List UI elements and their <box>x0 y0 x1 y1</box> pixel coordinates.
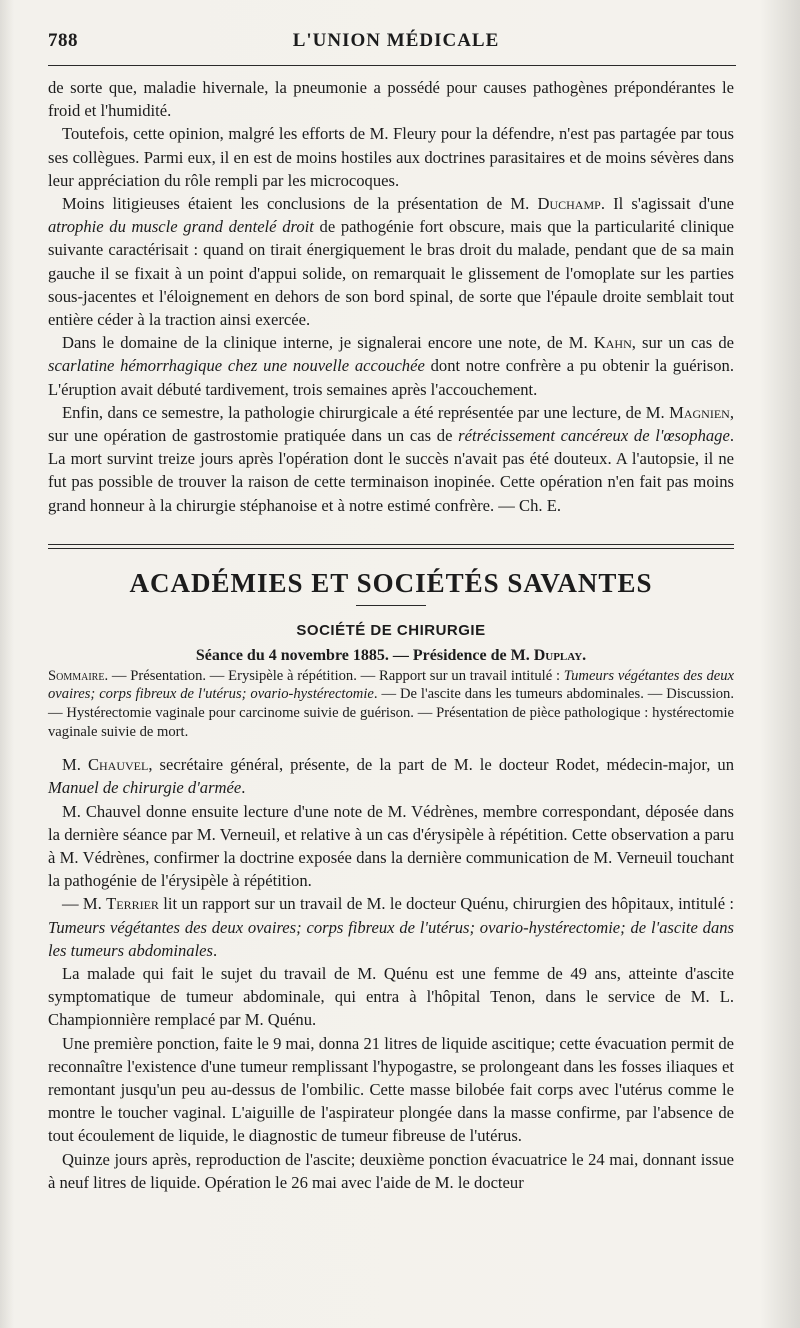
journal-title: L'UNION MÉDICALE <box>292 30 500 51</box>
summary-label: Sommaire <box>48 667 105 684</box>
text-run: . Il s'agissait d'une <box>600 194 734 214</box>
summary <box>48 667 734 741</box>
text-run: de pathogénie fort obscure, mais que la particularité clinique suivante caractérisait : quand on tirait énergiquement le bras droit du malade, pendant que de sa main gauche il se fixait à un point d'appui solide, on remarquait le glissement de l'omoplate sur les parties sous-jacentes et l'éloignement en dehors de son bord spinal, de sorte que l'épaule droite semblait tout entière céder à la traction ainsi exercée. <box>48 217 734 330</box>
page-number: 788 <box>48 30 78 51</box>
text-run: Dans le domaine de la clinique interne, je signalerai encore une note, de M. <box>62 333 594 353</box>
text-run: . La mort survint treize jours après l'opération dont le succès n'avait pas été douteux. A l'autopsie, il ne fut pas possible de trouver la raison de cette terminaison inopinée. Cette opération n'en fait pas moins grand honneur à la chirurgie stéphanoise et à notre estimé confrère. — Ch. E. <box>48 426 734 515</box>
text-run: . <box>241 778 246 798</box>
paragraph-kahn <box>48 331 734 401</box>
text-run: . — De l'ascite dans les tumeurs abdominales. — Discussion. — Hystérectomie vaginale pour carcinome suivie de guérison. — Présentation de pièce pathologique : hystérectomie vaginale suivie de mort. <box>48 686 734 740</box>
paragraph-vedrenes: M. Chauvel donne ensuite lecture d'une note de M. Védrènes, membre correspondant, déposée dans la dernière séance par M. Verneuil, et relative à un cas d'érysipèle à répétition. Cette observation a paru à M. Védrènes, confirmer la doctrine exposée dans la dernière communication de M. Verneuil touchant la pathogénie de l'érysipèle à répétition. <box>48 801 734 891</box>
italic-title: Tumeurs végétantes des deux ovaires; corps fibreux de l'utérus; ovario-hystérectomie <box>48 667 734 703</box>
text-run: lit un rapport sur un travail de M. le docteur Quénu, chirurgien des hôpitaux, intitulé : <box>158 894 735 914</box>
president-name: Duplay <box>533 646 583 664</box>
title-rule <box>356 605 426 606</box>
author-name: Magnien <box>669 402 730 422</box>
page-content <box>48 76 734 1194</box>
text-run: . <box>213 940 218 960</box>
text-run: Enfin, dans ce semestre, la pathologie chirurgicale a été représentée par une lecture, de M. <box>62 402 670 422</box>
text-run: , sur une opération de gastrostomie pratiquée dans un cas de <box>48 402 734 446</box>
text-run: M. <box>62 755 88 775</box>
text-run: Moins litigieuses étaient les conclusions de la présentation de M. <box>62 194 538 214</box>
italic-title: Tumeurs végétantes des deux ovaires; corps fibreux de l'utérus; ovario-hystérectomie; de l'ascite dans les tumeurs abdominales <box>48 917 734 960</box>
section-title: ACADÉMIES ET SOCIÉTÉS SAVANTES <box>129 567 653 598</box>
author-name: Terrier <box>106 894 159 914</box>
italic-title: scarlatine hémorrhagique chez une nouvelle accouchée <box>48 356 425 376</box>
text-run: , sur un cas de <box>631 333 734 353</box>
paragraph-second-puncture: Quinze jours après, reproduction de l'ascite; deuxième ponction évacuatrice le 24 mai, donnant issue à neuf litres de liquide. Opération le 26 mai avec l'aide de M. le docteur <box>48 1149 734 1192</box>
italic-title: rétrécissement cancéreux de l'œsophage <box>458 426 730 446</box>
author-name: Duchamp <box>537 194 601 214</box>
italic-title: atrophie du muscle grand dentelé droit <box>48 217 314 237</box>
proceedings <box>48 753 734 1194</box>
paragraph-fleury: Toutefois, cette opinion, malgré les efforts de M. Fleury pour la défendre, n'est pas partagée par tous ses collègues. Parmi eux, il en est de moins hostiles aux doctrines parasitaires et de moins sévères dans leur appréciation du rôle rempli par les microcoques. <box>48 124 734 190</box>
italic-title: Manuel de chirurgie d'armée <box>48 778 242 798</box>
paragraph-magnien <box>48 401 734 517</box>
text-run: dont notre confrère a pu obtenir la guérison. L'éruption avait débuté tardivement, trois semaines après l'accouchement. <box>48 356 734 399</box>
paragraph-pneumonia: de sorte que, maladie hivernale, la pneumonie a possédé pour causes pathogènes prépondérantes le froid et l'humidité. <box>48 78 734 121</box>
session-line <box>48 644 734 667</box>
paragraph-duchamp <box>48 192 734 331</box>
society-heading: SOCIÉTÉ DE CHIRURGIE <box>296 621 486 639</box>
paragraph-first-puncture: Une première ponction, faite le 9 mai, donna 21 litres de liquide ascitique; cette évacuation permit de reconnaître l'existence d'une tumeur remplissant l'hypogastre, se prolongeant dans les fosses iliaques et remontant jusqu'un peu au-dessus de l'ombilic. Cette masse bilobée fait corps avec l'utérus comme le montre le toucher vaginal. L'aiguille de l'aspirateur plongée dans la masse confirme, par l'absence de tout écoulement de liquide, le diagnostic de tumeur fibreuse de l'utérus. <box>48 1033 734 1146</box>
text-run: — M. <box>62 894 107 914</box>
author-name: Kahn <box>593 333 632 353</box>
header-rule <box>48 65 736 66</box>
text-run: , secrétaire général, présente, de la part de M. le docteur Rodet, médecin-major, un <box>148 755 734 775</box>
text-run: . <box>582 646 587 664</box>
author-name: Chauvel <box>87 755 149 775</box>
text-run: Séance du 4 novembre 1885. — Présidence de M. <box>195 646 534 664</box>
text-run: . — Présentation. — Erysipèle à répétition. — Rapport sur un travail intitulé : <box>104 667 564 684</box>
running-head <box>48 30 744 60</box>
paragraph-chauvel <box>48 753 734 799</box>
paragraph-patient: La malade qui fait le sujet du travail de M. Quénu est une femme de 49 ans, atteinte d'ascite symptomatique de tumeur abdominale, qui entra à l'hôpital Tenon, dans le service de M. L. Championnière remplacé par M. Quénu. <box>48 964 734 1030</box>
section-divider <box>48 544 734 549</box>
paragraph-terrier <box>48 892 734 962</box>
